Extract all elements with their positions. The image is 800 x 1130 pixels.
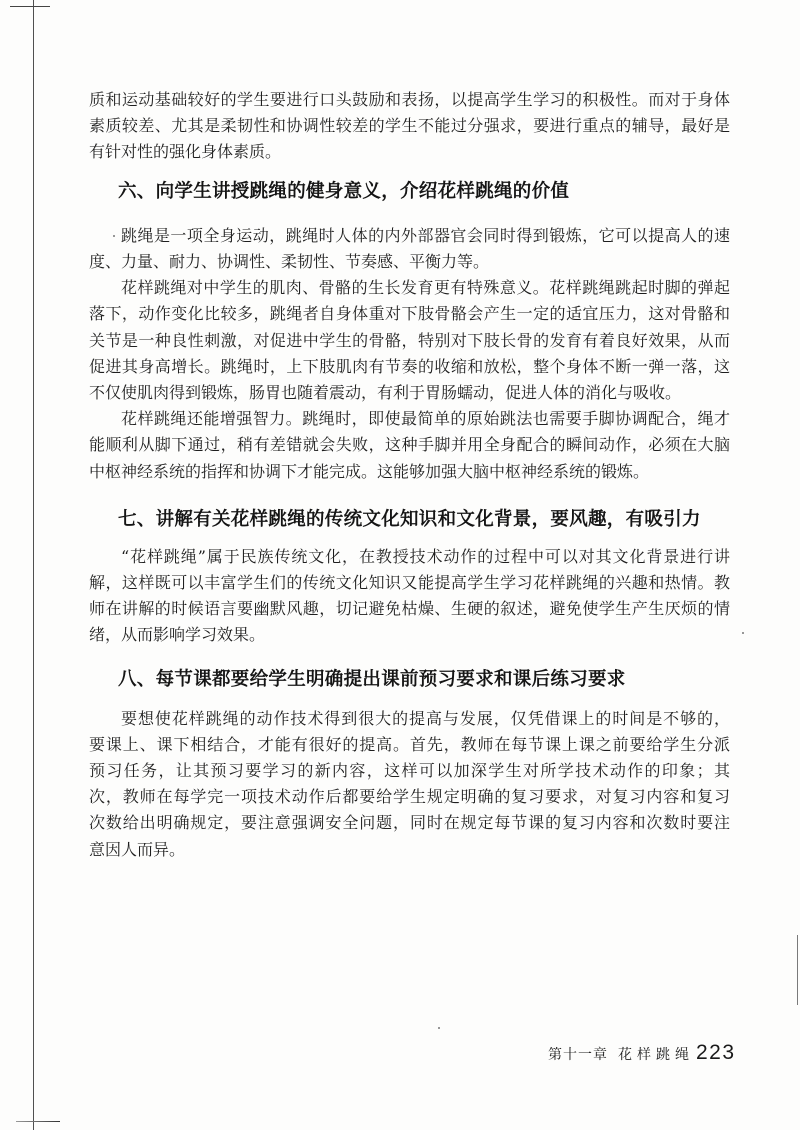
footer-title: 花样跳绳 bbox=[618, 1047, 694, 1063]
body-paragraph bbox=[89, 223, 730, 275]
scan-edge-line bbox=[797, 935, 798, 1005]
text-line: 跳绳是一项全身运动，跳绳时人体的内外部器官会同时得到锻炼，它可以提高人的速 bbox=[121, 225, 730, 245]
text-line: 解，这样既可以丰富学生们的传统文化知识又能提高学生学习花样跳绳的兴趣和热情。教 bbox=[89, 572, 730, 592]
section-heading: 七、讲解有关花样跳绳的传统文化知识和文化背景，要风趣，有吸引力 bbox=[118, 508, 701, 530]
text-line: 能顺利从脚下通过，稍有差错就会失败，这种手脚并用全身配合的瞬间动作，必须在大脑 bbox=[89, 435, 730, 455]
section-heading: 八、每节课都要给学生明确提出课前预习要求和课后练习要求 bbox=[118, 668, 626, 690]
text-line: 有针对性的强化身体素质。 bbox=[89, 142, 282, 162]
scan-speck bbox=[438, 1027, 440, 1029]
footer-chapter: 第十一章 bbox=[548, 1047, 608, 1063]
section bbox=[89, 505, 730, 649]
text-line: 不仅使肌肉得到锻炼，肠胃也随着震动，有利于胃肠蠕动，促进人体的消化与吸收。 bbox=[89, 382, 682, 402]
text-line: “花样跳绳”属于民族传统文化，在教授技术动作的过程中可以对其文化背景进行讲 bbox=[121, 546, 730, 566]
text-line: 次数给出明确规定，要注意强调安全问题，同时在规定每节课的复习内容和次数时要注 bbox=[89, 813, 730, 833]
text-line: 绪，从而影响学习效果。 bbox=[89, 625, 266, 645]
text-line: 关节是一种良性刺激，对促进中学生的骨骼，特别对下肢长骨的发育有着良好效果，从而 bbox=[89, 330, 730, 350]
text-line: 意因人而异。 bbox=[89, 839, 186, 859]
text-line: 质和运动基础较好的学生要进行口头鼓励和表扬，以提高学生学习的积极性。而对于身体 bbox=[89, 89, 730, 109]
text-line: 师在讲解的时候语言要幽默风趣，切记避免枯燥、生硬的叙述，避免使学生产生厌烦的情 bbox=[89, 599, 730, 619]
section-heading: 六、向学生讲授跳绳的健身意义，介绍花样跳绳的价值 bbox=[118, 180, 570, 202]
text-line: 要课上、课下相结合，才能有很好的提高。首先，教师在每节课上课之前要给学生分派 bbox=[89, 734, 730, 754]
section bbox=[89, 177, 730, 485]
text-line: 花样跳绳对中学生的肌肉、骨骼的生长发育更有特殊意义。花样跳绳跳起时脚的弹起 bbox=[121, 278, 730, 298]
scan-binding-line bbox=[33, 0, 34, 1130]
scan-speck bbox=[742, 632, 744, 634]
body-paragraph bbox=[89, 406, 730, 485]
scan-binding-tick-bottom bbox=[16, 1121, 60, 1122]
text-line: 促进其身高增长。跳绳时，上下肢肌肉有节奏的收缩和放松，整个身体不断一弹一落，这 bbox=[89, 356, 730, 376]
running-footer bbox=[548, 1040, 736, 1066]
text-line: 中枢神经系统的指挥和协调下才能完成。这能够加强大脑中枢神经系统的锻炼。 bbox=[89, 461, 650, 481]
text-line: 落下，动作变化比较多，跳绳者自身体重对下肢骨骼会产生一定的适宜压力，这对骨骼和 bbox=[89, 304, 730, 324]
body-paragraph bbox=[89, 706, 730, 863]
text-line: 度、力量、耐力、协调性、柔韧性、节奏感、平衡力等。 bbox=[89, 252, 490, 272]
text-line: 次，教师在每学完一项技术动作后都要给学生规定明确的复习要求，对复习内容和复习 bbox=[89, 787, 730, 807]
page-body bbox=[89, 87, 730, 863]
text-line: 花样跳绳还能增强智力。跳绳时，即使最简单的原始跳法也需要手脚协调配合，绳才 bbox=[121, 409, 730, 429]
body-paragraph bbox=[89, 544, 730, 649]
body-paragraph bbox=[89, 87, 730, 166]
scan-binding-tick-top bbox=[10, 6, 50, 7]
text-line: 要想使花样跳绳的动作技术得到很大的提高与发展，仅凭借课上的时间是不够的， bbox=[121, 708, 730, 728]
page-number: 223 bbox=[696, 1041, 736, 1064]
body-paragraph bbox=[89, 275, 730, 406]
text-line: 素质较差、尤其是柔韧性和协调性较差的学生不能过分强求，要进行重点的辅导，最好是 bbox=[89, 116, 730, 136]
text-line: 预习任务，让其预习要学习的新内容，这样可以加深学生对所学技术动作的印象；其 bbox=[89, 761, 730, 781]
section bbox=[89, 665, 730, 863]
